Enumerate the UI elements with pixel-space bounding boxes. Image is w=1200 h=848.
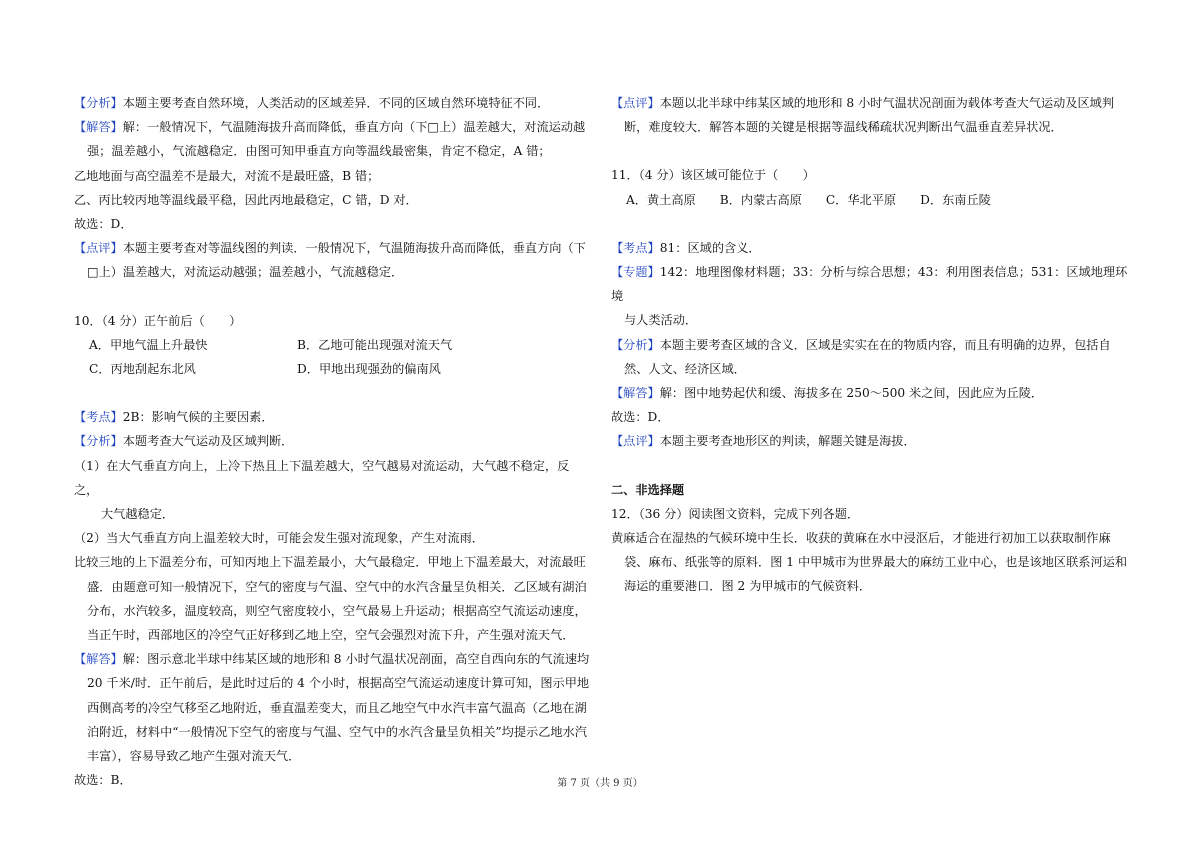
question-11-stem: 11．（4 分）该区域可能位于（ ） (611, 168, 815, 183)
answer-q9: 【解答】解：一般情况下，气温随海拔升高而降低，垂直方向（下□上）温差越大，对流运动越 (74, 120, 586, 135)
question-12-material-line: 袋、麻布、纸张等的原料．图 1 中甲城市为世界最大的麻纺工业中心，也是该地区联系河运和 (624, 555, 1128, 570)
tag-answer: 【解答】 (611, 386, 660, 401)
question-10-stem: 10．（4 分）正午前后（ ） (74, 313, 242, 328)
answer-q10-line: 20 千米/时．正午前后，是此时过后的 4 个小时，根据高空气流运动速度计算可知，图示甲地 (87, 676, 590, 691)
question-12-stem: 12．（36 分）阅读图文资料，完成下列各题． (611, 506, 860, 521)
tag-answer: 【解答】 (74, 120, 123, 135)
comment-q9: 【点评】本题主要考查对等温线图的判读．一般情况下，气温随海拔升高而降低，垂直方向（下 (74, 241, 586, 256)
answer-q9-choice: 故选：D． (74, 217, 133, 232)
point-q10: 【考点】2B：影响气候的主要因素． (74, 410, 274, 425)
answer-q10-line: 丰富），容易导致乙地产生强对流天气． (87, 749, 301, 764)
analysis-q11: 【分析】本题主要考查区域的含义．区域是实实在在的物质内容，而且有明确的边界，包括自 (611, 337, 1111, 352)
tag-comment: 【点评】 (74, 241, 123, 256)
analysis-q10-line: 比较三地的上下温差分布，可知丙地上下温差最小，大气最稳定．甲地上下温差最大，对流最旺 (74, 555, 586, 570)
analysis-q9: 【分析】本题主要考查自然环境，人类活动的区域差异．不同的区域自然环境特征不同． (74, 96, 550, 110)
question-11-options (611, 188, 1131, 212)
left-column (74, 91, 590, 792)
section-title: 二、非选择题 (611, 482, 685, 497)
analysis-q10: 【分析】本题考查大气运动及区域判断． (74, 434, 294, 449)
option-c: C．华北平原 (825, 192, 897, 207)
tag-analysis: 【分析】 (74, 96, 123, 110)
answer-q9-line: 乙、丙比较丙地等温线最平稳，因此丙地最稳定，C 错，D 对． (74, 192, 418, 207)
comment-q10-line: 断，难度较大．解答本题的关键是根据等温线稀疏状况判断出气温垂直差异状况． (624, 120, 1063, 135)
analysis-q10-line: 大气越稳定． (101, 507, 175, 522)
topic-q11: 【专题】142：地理图像材料题；33：分析与综合思想；43：利用图表信息；531：区域地理环境 (611, 265, 1128, 304)
tag-answer: 【解答】 (74, 652, 123, 667)
option-a: A．甲地气温上升最快 (89, 337, 208, 352)
question-12-material-line: 黄麻适合在湿热的气候环境中生长．收获的黄麻在水中浸沤后，才能进行初加工以获取制作麻 (611, 531, 1111, 546)
analysis-q10-line: （1）在大气垂直方向上，上冷下热且上下温差越大，空气越易对流运动，大气越不稳定，反之， (74, 458, 570, 497)
answer-q10-line: 泊附近，材料中“一般情况下空气的密度与气温、空气中的水汽含量呈负相关”均提示乙地水汽 (87, 724, 587, 739)
tag-point: 【考点】 (611, 240, 660, 255)
answer-q11: 【解答】解：图中地势起伏和缓、海拔多在 250～500 米之间，因此应为丘陵． (611, 386, 1044, 401)
option-c: C．丙地刮起东北风 (89, 362, 196, 377)
tag-analysis: 【分析】 (74, 434, 123, 449)
answer-q10-choice: 故选：B． (74, 773, 132, 788)
tag-topic: 【专题】 (611, 265, 660, 280)
analysis-q10-line: （2）当大气垂直方向上温差较大时，可能会发生强对流现象，产生对流雨． (74, 531, 484, 546)
right-column (611, 91, 1131, 599)
question-12-material-line: 海运的重要港口．图 2 为甲城市的气候资料． (624, 579, 872, 594)
answer-q9-line: 乙地地面与高空温差不是最大，对流不是最旺盛，B 错； (74, 168, 380, 183)
answer-q11-choice: 故选：D． (611, 410, 670, 425)
analysis-q10-line: 当正午时，西部地区的冷空气正好移到乙地上空，空气会强烈对流下升，产生强对流天气． (87, 628, 575, 643)
option-a: A．黄土高原 (626, 192, 696, 207)
answer-q10-line: 西侧高考的冷空气移至乙地附近，垂直温差变大，而且乙地空气中水汽丰富气温高（乙地在湖 (87, 700, 587, 715)
analysis-q10-line: 盛．由题意可知一般情况下，空气的密度与气温、空气中的水汽含量呈负相关．乙区域有湖泊 (87, 579, 587, 594)
analysis-q10-line: 分布，水汽较多，温度较高，则空气密度较小，空气最易上升运动；根据高空气流运动速度， (87, 603, 587, 618)
point-q11: 【考点】81：区域的含义． (611, 240, 761, 255)
tag-comment: 【点评】 (611, 434, 660, 449)
option-b: B．乙地可能出现强对流天气 (297, 337, 453, 352)
comment-q11: 【点评】本题主要考查地形区的判读，解题关键是海拔． (611, 434, 916, 449)
page-footer: 第 7 页（共 9 页） (557, 778, 643, 789)
question-10-options (74, 333, 590, 381)
analysis-q11-line: 然、人文、经济区域． (624, 361, 746, 376)
answer-q9-line: 强；温差越小，气流越稳定．由图可知甲垂直方向等温线最密集，肯定不稳定，A 错； (87, 144, 551, 159)
option-b: B．内蒙古高原 (719, 192, 802, 207)
tag-analysis: 【分析】 (611, 337, 660, 352)
comment-q9-line: □上）温差越大，对流运动越强；温差越小，气流越稳定． (87, 265, 404, 280)
option-d: D．甲地出现强劲的偏南风 (297, 362, 441, 377)
tag-point: 【考点】 (74, 410, 123, 425)
tag-comment: 【点评】 (611, 96, 660, 110)
option-d: D．东南丘陵 (920, 192, 991, 207)
answer-q10: 【解答】解：图示意北半球中纬某区域的地形和 8 小时气温状况剖面，高空自西向东的气流速均 (74, 652, 590, 667)
comment-q10: 【点评】本题以北半球中纬某区域的地形和 8 小时气温状况剖面为载体考查大气运动及区域判 (611, 96, 1115, 110)
topic-q11-line: 与人类活动． (624, 313, 698, 328)
